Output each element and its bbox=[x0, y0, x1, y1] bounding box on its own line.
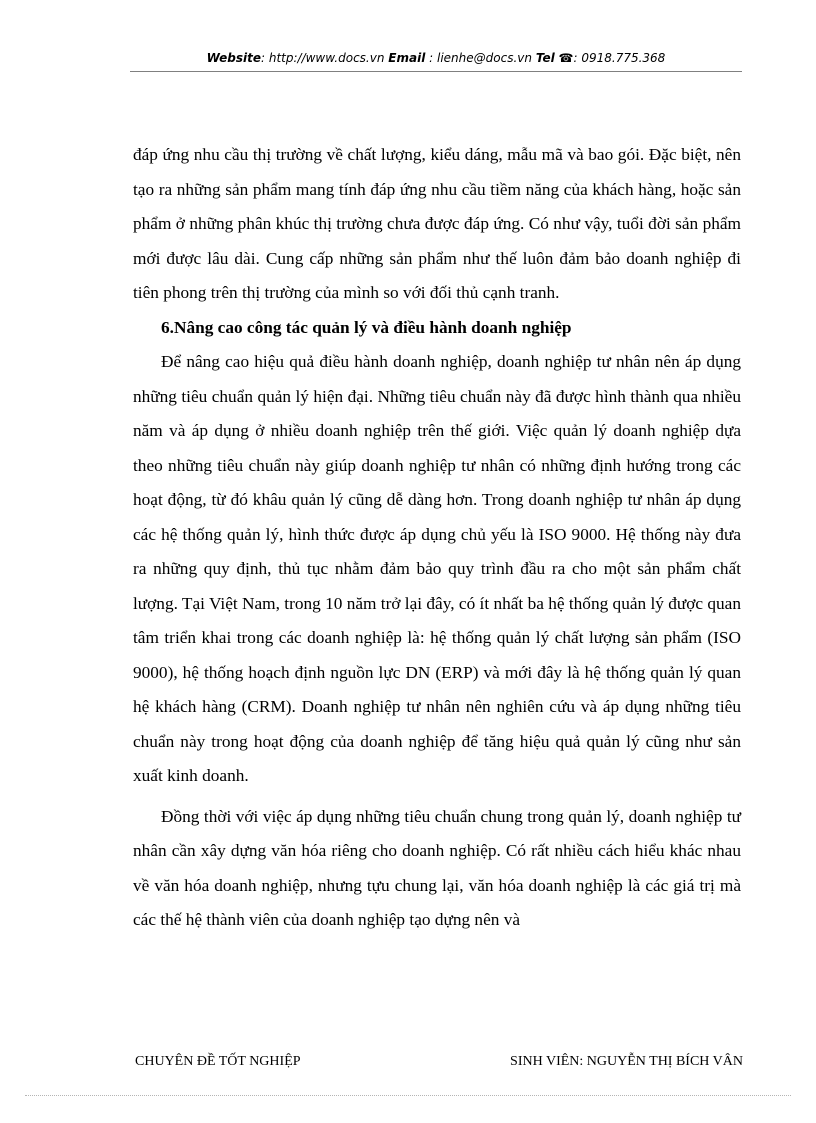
website-value: : http://www.docs.vn bbox=[261, 51, 385, 65]
tel-label: Tel bbox=[535, 51, 555, 65]
footer-divider bbox=[25, 1095, 791, 1096]
footer-left: CHUYÊN ĐỀ TỐT NGHIỆP bbox=[135, 1054, 301, 1069]
document-body bbox=[133, 138, 741, 938]
footer-right: SINH VIÊN: NGUYỄN THỊ BÍCH VÂN bbox=[510, 1054, 743, 1069]
header-divider bbox=[130, 71, 742, 72]
page-header bbox=[130, 51, 742, 65]
paragraph-2: Để nâng cao hiệu quả điều hành doanh nghiệp, doanh nghiệp tư nhân nên áp dụng những tiêu chuẩn quản lý hiện đại. Những tiêu chuẩn này đã được hình thành qua nhiều năm và áp dụng ở nhiều doanh nghiệp trên thế giới. Việc quản lý doanh nghiệp dựa theo những tiêu chuẩn này giúp doanh nghiệp tư nhân có những định hướng trong các hoạt động, từ đó khâu quản lý cũng dễ dàng hơn. Trong doanh nghiệp tư nhân áp dụng các hệ thống quản lý, hình thức được áp dụng chủ yếu là ISO 9000. Hệ thống này đưa ra những quy định, thủ tục nhằm đảm bảo quy trình đầu ra cho một sản phẩm chất lượng. Tại Việt Nam, trong 10 năm trở lại đây, có ít nhất ba hệ thống quản lý được quan tâm triển khai trong các doanh nghiệp là: hệ thống quản lý chất lượng sản phẩm (ISO 9000), hệ thống hoạch định nguồn lực DN (ERP) và mới đây là hệ thống quản lý quan hệ khách hàng (CRM). Doanh nghiệp tư nhân nên nghiên cứu và áp dụng những tiêu chuẩn này trong hoạt động của doanh nghiệp để tăng hiệu quả quản lý cũng như sản xuất kinh doanh. bbox=[133, 352, 741, 785]
paragraph-1: đáp ứng nhu cầu thị trường về chất lượng, kiểu dáng, mẫu mã và bao gói. Đặc biệt, nên tạo ra những sản phẩm mang tính đáp ứng nhu cầu tiềm năng của khách hàng, hoặc sản phẩm ở những phân khúc thị trường chưa được đáp ứng. Có như vậy, tuổi đời sản phẩm mới được lâu dài. Cung cấp những sản phẩm như thế luôn đảm bảo doanh nghiệp đi tiên phong trên thị trường của mình so với đối thủ cạnh tranh. bbox=[133, 145, 741, 302]
email-value: : lienhe@docs.vn bbox=[429, 51, 532, 65]
paragraph-3: Đồng thời với việc áp dụng những tiêu chuẩn chung trong quản lý, doanh nghiệp tư nhân cần xây dựng văn hóa riêng cho doanh nghiệp. Có rất nhiều cách hiểu khác nhau về văn hóa doanh nghiệp, nhưng tựu chung lại, văn hóa doanh nghiệp là các giá trị mà các thế hệ thành viên của doanh nghiệp tạo dựng nên và bbox=[133, 806, 741, 929]
section-heading: 6.Nâng cao công tác quản lý và điều hành doanh nghiệp bbox=[161, 317, 572, 337]
tel-value: : 0918.775.368 bbox=[573, 51, 666, 65]
email-label: Email bbox=[388, 51, 426, 65]
phone-icon: ☎ bbox=[558, 51, 574, 65]
website-label: Website bbox=[206, 51, 261, 65]
